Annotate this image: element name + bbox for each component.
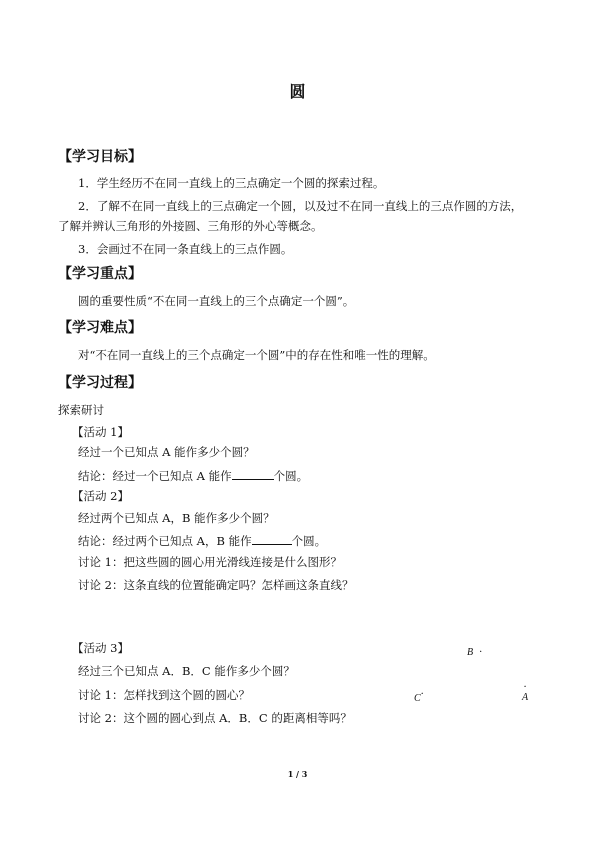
activity-2-conclusion-end: 个圆。 <box>291 534 327 548</box>
goals-heading: 【学习目标】 <box>58 149 142 165</box>
point-c <box>414 686 424 705</box>
activity-3-discussion-2: 讨论 2：这个圆的圆心到点 A．B．C 的距离相等吗？ <box>78 711 352 725</box>
point-b-dot: · <box>479 647 483 658</box>
point-b-label: B <box>467 647 474 658</box>
point-a-dot: · <box>523 682 527 693</box>
goal-item-2: 2．了解不在同一直线上的三点确定一个圆，以及过不在同一直线上的三点作圆的方法， <box>78 199 523 213</box>
key-points-text: 圆的重要性质“不在同一直线上的三个点确定一个圆”。 <box>78 294 355 308</box>
activity-2-discussion-1: 讨论 1：把这些圆的圆心用光滑线连接是什么图形？ <box>78 555 342 569</box>
point-a <box>522 684 528 704</box>
goal-item-2-continued: 了解并辨认三角形的外接圆、三角形的外心等概念。 <box>58 219 323 233</box>
activity-1-label: 【活动 1】 <box>72 425 129 439</box>
activity-2-label: 【活动 2】 <box>72 489 129 503</box>
page-number: 1 / 3 <box>287 769 308 779</box>
difficulties-heading: 【学习难点】 <box>58 320 142 336</box>
point-c-dot: · <box>420 689 424 700</box>
point-b <box>467 640 482 659</box>
activity-1-conclusion <box>78 468 308 483</box>
activity-3-label: 【活动 3】 <box>72 641 129 655</box>
activity-1-question: 经过一个已知点 A 能作多少个圆？ <box>78 445 255 459</box>
process-subtitle: 探索研讨 <box>58 403 104 417</box>
point-c-label: C <box>414 693 421 704</box>
activity-1-answer-blank[interactable] <box>232 468 274 480</box>
activity-2-discussion-2: 讨论 2：这条直线的位置能确定吗？怎样画这条直线？ <box>78 578 354 592</box>
activity-2-answer-blank[interactable] <box>252 533 292 545</box>
activity-1-conclusion-text: 结论：经过一个已知点 A 能作 <box>78 469 232 483</box>
activity-3-discussion-1: 讨论 1：怎样找到这个圆的圆心？ <box>78 688 250 702</box>
key-points-heading: 【学习重点】 <box>58 266 142 282</box>
activity-1-conclusion-end: 个圆。 <box>273 469 309 483</box>
goal-item-1: 1．学生经历不在同一直线上的三点确定一个圆的探索过程。 <box>78 176 385 190</box>
activity-3-question: 经过三个已知点 A．B．C 能作多少个圆？ <box>78 664 295 678</box>
difficulties-text: 对“不在同一直线上的三个点确定一个圆”中的存在性和唯一性的理解。 <box>78 348 435 362</box>
activity-2-conclusion <box>78 533 326 548</box>
activity-2-conclusion-text: 结论：经过两个已知点 A，B 能作 <box>78 534 252 548</box>
goal-item-3: 3．会画过不在同一条直线上的三点作圆。 <box>78 242 293 256</box>
activity-2-question: 经过两个已知点 A，B 能作多少个圆？ <box>78 511 275 525</box>
page-title: 圆 <box>289 82 306 101</box>
point-a-label: A <box>522 692 529 703</box>
process-heading: 【学习过程】 <box>58 375 142 391</box>
